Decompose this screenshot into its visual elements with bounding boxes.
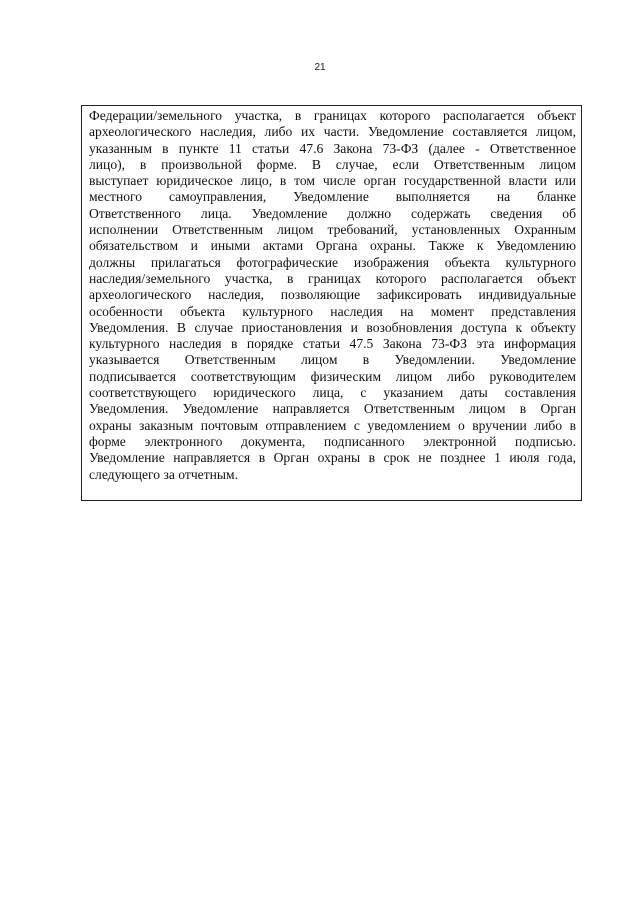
paragraph-line: Федерации/земельного участка, в границах которого располагается объект xyxy=(89,108,576,123)
paragraph-line: следующего за отчетным. xyxy=(89,466,239,482)
paragraph-line: Уведомление направляется в Орган охраны в срок не позднее 1 июля года, xyxy=(89,450,576,466)
paragraph-line: культурного наследия в порядке статьи 47.5 Закона 73-ФЗ эта информация xyxy=(89,336,576,352)
paragraph-line: особенности объекта культурного наследия на момент представления xyxy=(89,303,576,319)
notice-text-box xyxy=(81,105,582,501)
page-number: 21 xyxy=(314,62,326,73)
paragraph-line: охраны заказным почтовым отправлением с уведомлением о вручении либо в xyxy=(89,417,576,433)
paragraph-line: исполнении Ответственным лицом требований, установленных Охранным xyxy=(89,222,576,238)
paragraph-line: подписывается соответствующим физическим лицом либо руководителем xyxy=(89,368,576,384)
paragraph-line: лицо), в произвольной форме. В случае, если Ответственным лицом xyxy=(89,156,576,172)
paragraph-line: археологического наследия, либо их части. Уведомление составляется лицом, xyxy=(89,124,576,140)
paragraph-line: должны прилагаться фотографические изображения объекта культурного xyxy=(89,254,576,270)
paragraph-line: соответствующего юридического лица, с указанием даты составления xyxy=(89,385,576,401)
paragraph-line: форме электронного документа, подписанного электронной подписью. xyxy=(89,433,576,449)
paragraph-line: Ответственного лица. Уведомление должно содержать сведения об xyxy=(89,205,576,221)
paragraph-line: Уведомления. В случае приостановления и возобновления доступа к объекту xyxy=(89,319,576,335)
paragraph-line: археологического наследия, позволяющие зафиксировать индивидуальные xyxy=(89,287,576,303)
paragraph-line: наследия/земельного участка, в границах которого располагается объект xyxy=(89,270,576,286)
paragraph-line: местного самоуправления, Уведомление выполняется на бланке xyxy=(89,189,576,205)
paragraph-line: Уведомления. Уведомление направляется Ответственным лицом в Орган xyxy=(89,401,576,417)
paragraph-line: выступает юридическое лицо, в том числе орган государственной власти или xyxy=(89,173,576,189)
paragraph-line: указывается Ответственным лицом в Уведомлении. Уведомление xyxy=(89,352,576,368)
paragraph-line: указанным в пункте 11 статьи 47.6 Закона 73-ФЗ (далее - Ответственное xyxy=(89,140,576,156)
paragraph-line: обязательством и иными актами Органа охраны. Также к Уведомлению xyxy=(89,238,576,254)
